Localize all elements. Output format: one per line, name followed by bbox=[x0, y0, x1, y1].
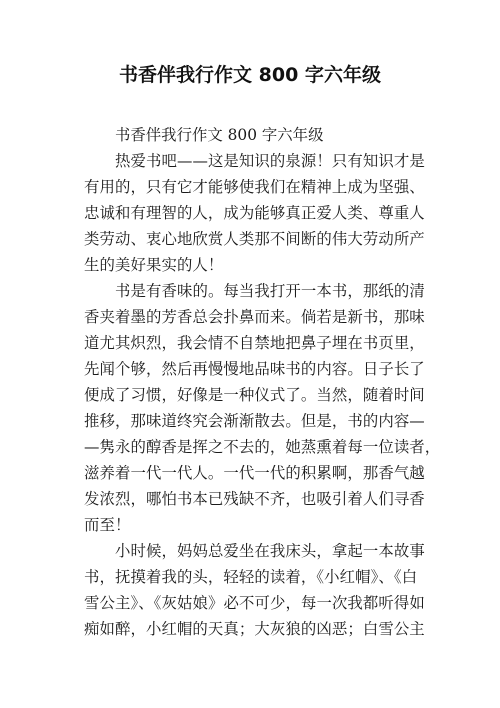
paragraph-3 bbox=[84, 538, 425, 642]
paragraph-1 bbox=[84, 148, 425, 278]
text-line: 而至！ bbox=[84, 516, 131, 534]
text-line: 雪公主》、《灰姑娘》必不可少，每一次我都听得如 bbox=[84, 594, 425, 612]
document-title: 书香伴我行作文 800 字六年级 bbox=[119, 64, 381, 86]
text-line: 先闻个够，然后再慢慢地品味书的内容。日子长了 bbox=[84, 360, 425, 378]
text-line: 有用的，只有它才能够使我们在精神上成为坚强、 bbox=[84, 178, 425, 196]
text-line: —隽永的醇香是挥之不去的，她蒸熏着每一位读者， bbox=[84, 438, 441, 456]
text-line: 生的美好果实的人！ bbox=[84, 256, 224, 274]
text-line: 香夹着墨的芳香总会扑鼻而来。倘若是新书，那味 bbox=[84, 308, 425, 326]
document-body bbox=[84, 122, 441, 642]
text-line: 小时候，妈妈总爱坐在我床头，拿起一本故事 bbox=[115, 542, 425, 560]
text-line: 类劳动、衷心地欣赏人类那不间断的伟大劳动所产 bbox=[84, 230, 425, 248]
paragraph-2 bbox=[84, 278, 441, 538]
document-subtitle: 书香伴我行作文 800 字六年级 bbox=[115, 126, 324, 144]
text-line: 书，抚摸着我的头，轻轻的读着，《小红帽》、《白 bbox=[84, 568, 418, 586]
text-line: 便成了习惯，好像是一种仪式了。当然，随着时间 bbox=[84, 386, 425, 404]
text-line: 推移，那味道终究会渐渐散去。但是，书的内容— bbox=[84, 412, 425, 430]
text-line: 忠诚和有理智的人，成为能够真正爱人类、尊重人 bbox=[84, 204, 425, 222]
text-line: 热爱书吧——这是知识的泉源！只有知识才是 bbox=[115, 152, 425, 170]
text-line: 痴如醉，小红帽的天真；大灰狼的凶恶；白雪公主 bbox=[84, 620, 425, 638]
text-line: 滋养着一代一代人。一代一代的积累啊，那香气越 bbox=[84, 464, 425, 482]
text-line: 书是有香味的。每当我打开一本书，那纸的清 bbox=[115, 282, 425, 300]
text-line: 道尤其炽烈，我会情不自禁地把鼻子埋在书页里， bbox=[84, 334, 425, 352]
text-line: 发浓烈，哪怕书本已残缺不齐，也吸引着人们寻香 bbox=[84, 490, 425, 508]
